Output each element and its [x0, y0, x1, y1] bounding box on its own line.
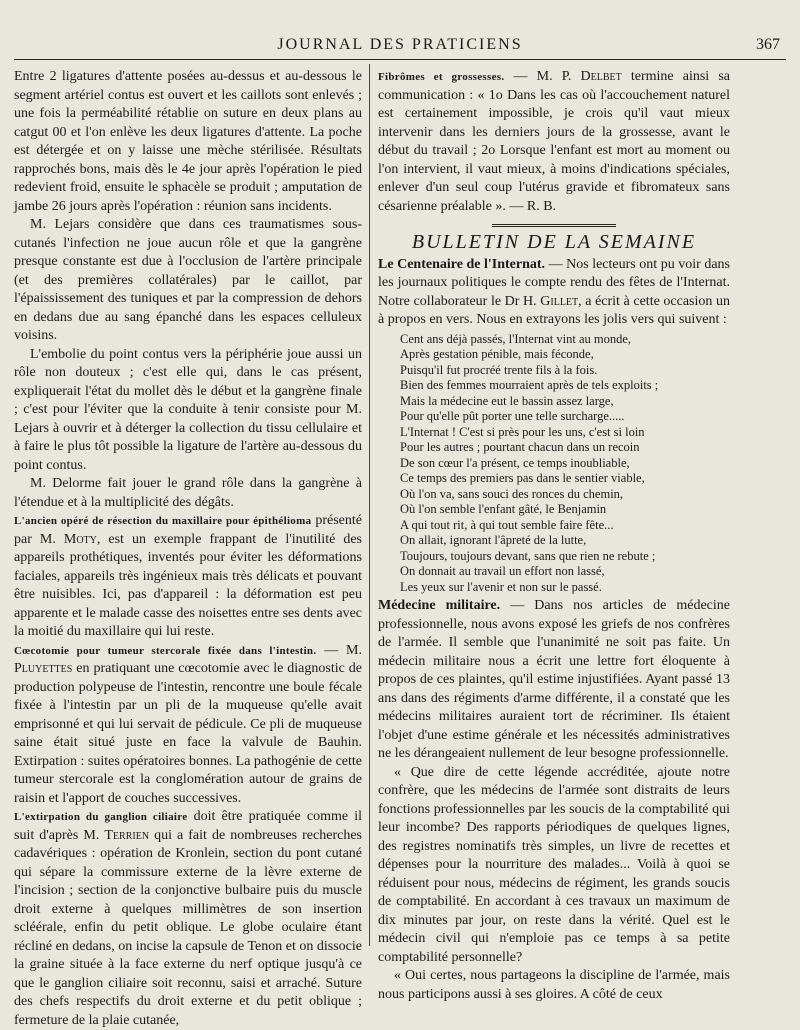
author-name: Moty [63, 531, 97, 547]
ornamental-rule [492, 224, 616, 227]
paragraph-fibromes: Fibrômes et grossesses. — M. P. Delbet termine ainsi sa communication : « 1o Dans les cas où l'accouchement naturel est certainement impossible, je crois qu'il vaut mieux intervenir dans les derniers jours de la grossesse, avant le début du travail ; 2o Lorsque l'enfant est mort au moment ou l'on intervient, il vaut mieux, à moins d'indications spéciales, enlever d'un seul coup l'utérus gravide et fibromateux sans césarienne préalable ». — R. B. [378, 69, 730, 214]
header-rule [14, 59, 786, 60]
poem-line: Bien des femmes mourraient après de tels exploits ; [400, 378, 659, 392]
right-column [378, 68, 730, 1004]
poem-line: Après gestation pénible, mais féconde, [400, 347, 594, 361]
paragraph-lejars: M. Lejars considère que dans ces traumatismes sous-cutanés l'infection ne joue aucun rôle et que la gangrène presque constante est due à l'occlusion de l'artère principale (et des premières collatérales) par le caillot, par l'épaississement des tuniques et par la compression de dehors en dedans due au sang épanché dans les espaces celluleux voisins. [14, 217, 362, 343]
author-name: Delbet [580, 69, 622, 84]
poem-line: De son cœur l'a présent, ce temps inoubliable, [400, 455, 630, 470]
poem-line: L'Internat ! C'est si près pour les uns, c'est si loin [400, 424, 645, 439]
runin-heading-maxillaire: L'ancien opéré de résection du maxillaire pour épithélioma [14, 515, 312, 527]
section-title: BULLETIN DE LA SEMAINE [411, 231, 697, 253]
poem-line: Cent ans déjà passés, l'Internat vint au monde, [400, 331, 632, 346]
paragraph-quote-discipline: « Oui certes, nous partageons la discipline de l'armée, mais nous participons aussi à ses gloires. A côté de ceux [378, 968, 730, 1002]
runin-heading-ganglion: L'extirpation du ganglion ciliaire [14, 811, 188, 823]
paragraph-arterial-suture: Entre 2 ligatures d'attente posées au-dessus et au-dessous le segment artériel contus est ouvert et les caillots sont enlevés ; une fois la perméabilité rétablie on suture en deux plans au catgut 00 et l'on enlève les deux ligatures d'attente. La poche est détergée et on y laisse une mèche stérilisée. Résultats rapprochés bons, mais dès le 4e jour après l'opération le pied redevient froid, ensuite le sphacèle se produit ; amputation de jambe 26 jours après l'opération : réunion sans incidents. [14, 69, 362, 214]
column-divider [369, 64, 370, 946]
runin-heading-medecine-militaire: Médecine militaire. [378, 598, 501, 613]
poem-line: A qui tout rit, à qui tout semble faire fête... [400, 517, 614, 532]
poem-line: Mais la médecine eut le bassin assez large, [400, 393, 614, 408]
left-column [14, 68, 362, 1030]
poem-line: Où l'on va, sans souci des ronces du chemin, [400, 486, 624, 501]
author-name: Pluyettes [14, 661, 73, 676]
paragraph-delorme: M. Delorme fait jouer le grand rôle dans la gangrène à l'étendue et à la multiplicité des dégâts. [14, 476, 362, 510]
author-name: Terrien [104, 827, 150, 843]
poem-line: Toujours, toujours devant, sans que rien ne rebute ; [400, 548, 656, 563]
runin-heading-coecotomie: Cœcotomie pour tumeur stercorale fixée dans l'intestin. [14, 644, 317, 657]
poem-line: Où l'on semble l'enfant gâté, le Benjamin [400, 502, 607, 516]
paragraph-maxillaire: L'ancien opéré de résection du maxillaire pour épithélioma présenté par M. Moty, est un exemple frappant de l'inutilité des appareils prothétiques, inventés pour éviter les déformations faciales, appareils très ingénieux mais très délicats et pouvant être nuisibles. Ici, pas d'appareil : la déformation est peu apparente et le malade casse des noisettes entre ses dents avec la moitié du maxillaire qui lui reste. [14, 513, 362, 639]
poem-line: Pour qu'elle pût porter une telle surcharge..... [400, 409, 625, 423]
poem-line: Ce temps des premiers pas dans le sentier viable, [400, 471, 645, 485]
author-name: Gillet [540, 293, 579, 309]
page-number: 367 [756, 36, 780, 53]
poem-line: Pour les autres ; pourtant chacun dans un recoin [400, 440, 640, 454]
paragraph-ganglion: L'extirpation du ganglion ciliaire doit être pratiquée comme il suit d'après M. Terrien qui a fait de nombreuses recherches cadavériques : opération de Kronlein, section du pont cutané qui sépare la commissure externe de la lèvre externe de l'incision ; section de la conjonctive bulbaire puis du muscle droit externe à quelques millimètres de son insertion scléérale, enfin du petit oblique. Le globe oculaire étant récliné en dedans, on incise la capsule de Tenon et on dissocie la graine située à la face externe du nerf optique jusqu'à ce que le ganglion ciliaire soit reconnu, saisi et arraché. Suture des chefs respectifs du droit externe et du petit oblique ; fermeture de la plaie cutanée, [14, 809, 362, 1028]
paragraph-embolie: L'embolie du point contus vers la périphérie joue aussi un rôle non douteux ; c'est elle qui, dans le cas présent, expliquerait l'état du mollet dès le début et la gangrène finale ; c'est pour l'éviter que la conduite à tenir consiste pour M. Lejars à ouvrir et à déterger la collection du tissu cellulaire et à faire le plus tôt possible la ligature de l'artère au-dessous du point contus. [14, 346, 362, 473]
runin-heading-centenaire: Le Centenaire de l'Internat. [378, 256, 546, 272]
poem-line: Les yeux sur l'avenir et non sur le passé. [400, 579, 602, 594]
running-title: JOURNAL DES PRATICIENS [277, 36, 523, 53]
paragraph-medecine-militaire: Médecine militaire. — Dans nos articles de médecine professionnelle, nous avons exposé les griefs de nos confrères de l'armée. Il semble que l'unanimité ne soit pas faite. Un médecin militaire nous a écrit une lettre fort éloquente à propos de ces plaintes, qu'il estime injustifiées. Ayant passé 13 ans dans des régiments d'arme différente, il a constaté que les médecins militaires auraient tort de récriminer. Ils étaient l'objet d'une estime générale et les nécessités administratives ne les dérangeaient nullement de leur besogne professionnelle. [378, 598, 730, 761]
poem-line: On allait, ignorant l'âpreté de la lutte, [400, 533, 587, 547]
poem-line: On donnait au travail un effort non lassé, [400, 564, 605, 578]
poem [400, 332, 730, 596]
paragraph-quote-comptabilite: « Que dire de cette légende accréditée, ajoute notre confrère, que les médecins de l'armée sont distraits de leurs fonctions professionnelles par les soucis de la comptabilité qui leur incombe? Des rapports périodiques de quelques lignes, des registres nominatifs très simples, un livre de recettes et dépenses pour la nourriture des malades... Voilà à quoi se réduisent pour nous, médecins de régiment, les grands soucis de comptabilité. En accordant à ces travaux un maximum de dix minutes par jour, on reste dans la vérité. Quel est le médecin civil qui n'emploie pas ce temps à sa petite comptabilité personnelle? [378, 764, 730, 965]
poem-line: Puisqu'il fut procréé trente fils à la fois. [400, 362, 598, 377]
paragraph-centenaire: Le Centenaire de l'Internat. — Nos lecteurs ont pu voir dans les journaux politiques le compte rendu des fêtes de l'Internat. Notre collaborateur le Dr H. Gillet, a écrit à cette occasion un à propos en vers. Nous en extrayons les jolis vers qui suivent : [378, 256, 730, 327]
runin-heading-fibromes: Fibrômes et grossesses. [378, 71, 505, 83]
paragraph-coecotomie: Cœcotomie pour tumeur stercorale fixée dans l'intestin. — M. Pluyettes en pratiquant une cœcotomie avec le diagnostic de production polypeuse de l'intestin, rencontre une boule fécale fixée à l'intestin par un pli de la muqueuse qu'elle avait emprisonné et qui lui servait de pédicule. Ce pli de muqueuse saine était situé juste en face la valvule de Bauhin. Extirpation : suites opératoires bonnes. La pathogénie de cette tumeur stercorale est la conglomération autour de grains de raisin et l'apport de couches successives. [14, 642, 362, 806]
